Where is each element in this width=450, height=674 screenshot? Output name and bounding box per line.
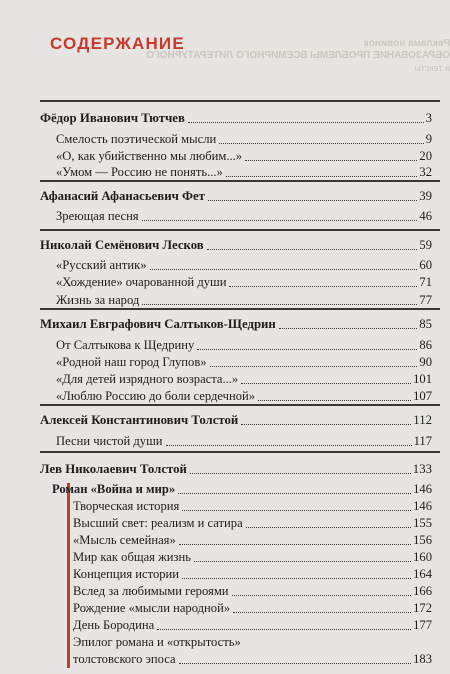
entry-page-number: 160 xyxy=(413,550,432,564)
toc-entry[interactable] xyxy=(0,514,450,532)
entry-title: «Для детей изрядного возраста...» xyxy=(56,372,239,386)
entry-page-number: 107 xyxy=(413,389,432,403)
entry-title: толстовского эпоса xyxy=(73,652,176,666)
entry-page-number: 85 xyxy=(419,317,432,331)
toc-entry[interactable] xyxy=(0,256,450,274)
entry-title: Лев Николаевич Толстой xyxy=(40,462,187,476)
toc-entry[interactable] xyxy=(0,633,450,651)
dot-leader xyxy=(241,383,411,384)
dot-leader xyxy=(182,510,411,511)
dot-leader xyxy=(210,366,418,367)
entry-title: «О, как убийственно мы любим...» xyxy=(56,149,243,163)
dot-leader xyxy=(157,629,411,630)
toc-entry[interactable] xyxy=(0,130,450,148)
entry-title: «Родной наш город Глупов» xyxy=(56,355,207,369)
dot-leader xyxy=(179,544,411,545)
entry-page-number: 39 xyxy=(419,189,432,203)
dot-leader xyxy=(179,663,412,664)
toc-entry[interactable] xyxy=(0,163,450,181)
dot-leader xyxy=(233,612,411,613)
toc-entry[interactable] xyxy=(0,650,450,668)
toc-author-entry[interactable] xyxy=(0,109,450,127)
entry-title: Эпилог романа и «открытость» xyxy=(73,635,241,649)
dot-leader xyxy=(246,527,411,528)
entry-page-number: 133 xyxy=(412,462,432,476)
entry-page-number: 3 xyxy=(425,111,432,125)
toc-entry[interactable] xyxy=(0,599,450,617)
dot-leader xyxy=(182,578,411,579)
dot-leader xyxy=(258,400,411,401)
toc-entry[interactable] xyxy=(0,291,450,309)
toc-author-entry[interactable] xyxy=(0,411,450,429)
entry-page-number: 86 xyxy=(419,338,432,352)
dot-leader xyxy=(232,595,412,596)
toc-author-entry[interactable] xyxy=(0,460,450,478)
entry-title: Жизнь за народ xyxy=(56,293,140,307)
toc-entry[interactable] xyxy=(0,207,450,225)
toc-entry[interactable] xyxy=(0,497,450,515)
entry-page-number: 20 xyxy=(419,149,432,163)
toc-entry[interactable] xyxy=(0,616,450,634)
dot-leader xyxy=(166,445,412,446)
dot-leader xyxy=(279,328,417,329)
entry-title: День Бородина xyxy=(73,618,155,632)
section-divider xyxy=(40,451,440,453)
entry-page-number: 112 xyxy=(413,413,432,427)
entry-page-number: 146 xyxy=(413,499,432,513)
toc-entry[interactable] xyxy=(0,582,450,600)
toc-entry[interactable] xyxy=(0,387,450,405)
dot-leader xyxy=(150,269,418,270)
entry-page-number: 101 xyxy=(413,372,432,386)
toc-entry[interactable] xyxy=(0,353,450,371)
entry-page-number: 90 xyxy=(419,355,432,369)
entry-page-number: 146 xyxy=(413,482,432,496)
entry-page-number: 9 xyxy=(425,132,432,146)
toc-author-entry[interactable] xyxy=(0,236,450,254)
dot-leader xyxy=(226,176,418,177)
entry-title: Творческая история xyxy=(73,499,180,513)
toc-entry[interactable] xyxy=(0,565,450,583)
entry-title: Алексей Константинович Толстой xyxy=(40,413,239,427)
toc-author-entry[interactable] xyxy=(0,315,450,333)
entry-page-number: 46 xyxy=(419,209,432,223)
dot-leader xyxy=(207,249,418,250)
entry-page-number: 155 xyxy=(413,516,432,530)
entry-page-number: 172 xyxy=(413,601,432,615)
entry-title: «Мысль семейная» xyxy=(73,533,176,547)
entry-title: Вслед за любимыми героями xyxy=(73,584,229,598)
entry-title: Концепция истории xyxy=(73,567,180,581)
dot-leader xyxy=(245,160,417,161)
dot-leader xyxy=(241,424,411,425)
entry-page-number: 156 xyxy=(413,533,432,547)
section-divider xyxy=(40,100,440,102)
dot-leader xyxy=(142,220,418,221)
entry-title: Михаил Евграфович Салтыков-Щедрин xyxy=(40,317,276,331)
entry-page-number: 71 xyxy=(419,275,432,289)
dot-leader xyxy=(188,122,424,123)
entry-page-number: 177 xyxy=(413,618,432,632)
ghost-line: и тексты xyxy=(414,63,450,73)
dot-leader xyxy=(229,286,417,287)
entry-page-number: 77 xyxy=(419,293,432,307)
entry-title: Зреющая песня xyxy=(56,209,139,223)
section-divider xyxy=(40,229,440,231)
toc-entry[interactable] xyxy=(0,370,450,388)
entry-title: Высший свет: реализм и сатира xyxy=(73,516,243,530)
entry-title: Рождение «мысли народной» xyxy=(73,601,231,615)
entry-title: «Умом — Россию не понять...» xyxy=(56,165,223,179)
entry-title: «Хождение» очарованной души xyxy=(56,275,227,289)
toc-entry[interactable] xyxy=(0,548,450,566)
toc-subsection-entry[interactable] xyxy=(0,480,450,498)
entry-title: От Салтыкова к Щедрину xyxy=(56,338,195,352)
entry-page-number: 59 xyxy=(419,238,432,252)
entry-page-number: 164 xyxy=(413,567,432,581)
dot-leader xyxy=(197,349,417,350)
entry-page-number: 183 xyxy=(413,652,432,666)
toc-entry[interactable] xyxy=(0,273,450,291)
dot-leader xyxy=(219,143,423,144)
toc-author-entry[interactable] xyxy=(0,187,450,205)
toc-entry[interactable] xyxy=(0,531,450,549)
entry-page-number: 117 xyxy=(413,434,432,448)
dot-leader xyxy=(194,561,411,562)
entry-title: Мир как общая жизнь xyxy=(73,550,191,564)
toc-entry[interactable] xyxy=(0,432,450,450)
entry-page-number: 60 xyxy=(419,258,432,272)
entry-page-number: 166 xyxy=(413,584,432,598)
entry-title: Фёдор Иванович Тютчев xyxy=(40,111,185,125)
entry-title: «Люблю Россию до боли сердечной» xyxy=(56,389,256,403)
ghost-line: Реклама новинок xyxy=(363,38,450,49)
toc-heading: СОДЕРЖАНИЕ xyxy=(50,34,185,53)
entry-page-number: 32 xyxy=(419,165,432,179)
bleed-through-text xyxy=(146,38,450,102)
ghost-line: ОБРАЗОВАНИЕ ПРОБЛЕМЫ ВСЕМИРНОГО ЛИТЕРАТУРНОГО xyxy=(146,50,450,61)
dot-leader xyxy=(178,493,411,494)
dot-leader xyxy=(142,304,417,305)
dot-leader xyxy=(190,473,411,474)
entry-title: Песни чистой души xyxy=(56,434,163,448)
entry-title: Смелость поэтической мысли xyxy=(56,132,217,146)
entry-title: Роман «Война и мир» xyxy=(52,482,176,496)
dot-leader xyxy=(208,200,417,201)
toc-entry[interactable] xyxy=(0,336,450,354)
entry-title: Афанасий Афанасьевич Фет xyxy=(40,189,205,203)
entry-title: Николай Семёнович Лесков xyxy=(40,238,204,252)
entry-title: «Русский антик» xyxy=(56,258,147,272)
